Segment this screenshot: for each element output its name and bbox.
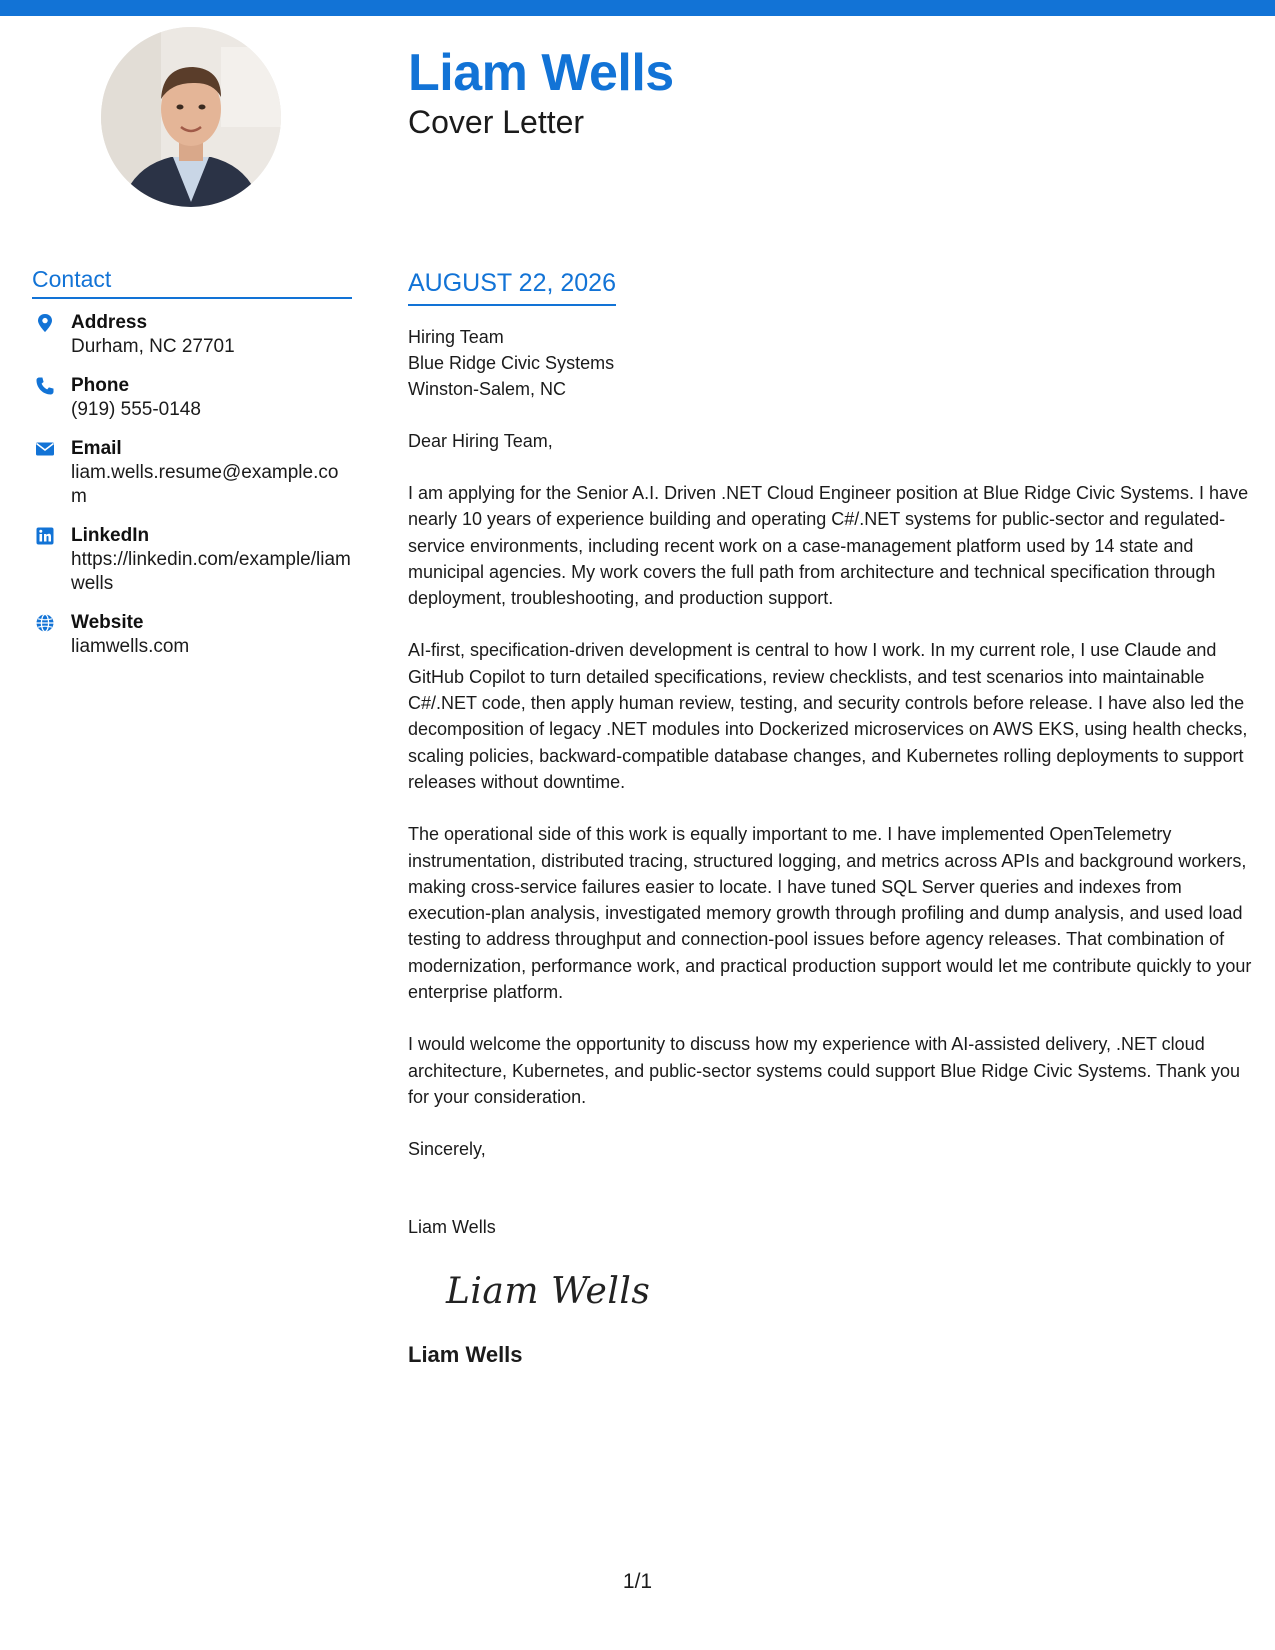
document-subtitle: Cover Letter (408, 104, 585, 140)
contact-item-address (32, 311, 352, 359)
profile-photo (101, 27, 281, 207)
closing: Sincerely, (408, 1139, 486, 1160)
contact-item-email (32, 437, 352, 509)
email-label: Email (71, 438, 122, 459)
recipient-block (408, 324, 1253, 402)
contact-item-phone (32, 374, 352, 422)
page-number: 1/1 (622, 1570, 653, 1593)
linkedin-label: LinkedIn (71, 525, 150, 546)
body-paragraph: I am applying for the Senior A.I. Driven .NET Cloud Engineer position at Blue Ridge Civic Systems. I have nearly 10 years of experience building and operating C#/.NET systems for public-sector and regulated-service environments, including recent work on a case-management platform used by 14 state and municipal agencies. My work covers the full path from architecture and technical specification through deployment, troubleshooting, and production support. (408, 483, 1249, 609)
email-value[interactable]: liam.wells.resume@example.com (71, 462, 339, 507)
globe-icon (35, 613, 55, 633)
contact-heading: Contact (32, 264, 352, 299)
recipient-line: Winston-Salem, NC (408, 379, 567, 399)
contact-sidebar (32, 264, 352, 674)
letter-body (408, 266, 1253, 1370)
linkedin-icon (35, 526, 55, 546)
handwritten-signature: Liam Wells (446, 1271, 651, 1313)
signatory-name: Liam Wells (408, 1342, 523, 1368)
letter-date: AUGUST 22, 2026 (408, 266, 616, 306)
applicant-name: Liam Wells (408, 44, 674, 102)
address-value: Durham, NC 27701 (71, 336, 235, 357)
salutation: Dear Hiring Team, (408, 431, 553, 451)
contact-item-linkedin (32, 524, 352, 596)
envelope-icon (35, 439, 55, 459)
recipient-line: Hiring Team (408, 327, 504, 347)
phone-value: (919) 555-0148 (71, 399, 201, 420)
phone-label: Phone (71, 375, 130, 396)
linkedin-value[interactable]: https://linkedin.com/example/liamwells (71, 549, 351, 594)
map-pin-icon (35, 313, 55, 333)
body-paragraph: I would welcome the opportunity to discuss how my experience with AI-assisted delivery, .NET cloud architecture, Kubernetes, and public-sector systems could support Blue Ridge Civic Systems. Thank you for your consideration. (408, 1034, 1241, 1107)
contact-item-website (32, 611, 352, 659)
body-paragraph: The operational side of this work is equally important to me. I have implemented OpenTelemetry instrumentation, distributed tracing, structured logging, and metrics across APIs and background workers, making cross-service failures easier to locate. I have tuned SQL Server queries and indexes from execution-plan analysis, investigated memory growth through profiling and dump analysis, and used load testing to address throughput and connection-pool issues before agency releases. That combination of modernization, performance work, and practical production support would let me contribute quickly to your enterprise platform. (408, 824, 1252, 1003)
portrait-image (101, 27, 281, 207)
recipient-line: Blue Ridge Civic Systems (408, 353, 615, 373)
typed-name: Liam Wells (408, 1217, 496, 1238)
top-accent-bar (0, 0, 1275, 16)
address-label: Address (71, 312, 148, 333)
website-value[interactable]: liamwells.com (71, 636, 190, 657)
website-label: Website (71, 612, 144, 633)
body-paragraph: AI-first, specification-driven development is central to how I work. In my current role, I use Claude and GitHub Copilot to turn detailed specifications, review checklists, and test scenarios into maintainable C#/.NET code, then apply human review, testing, and security controls before release. I have also led the decomposition of legacy .NET modules into Dockerized microservices on AWS EKS, using health checks, scaling policies, backward-compatible database changes, and Kubernetes rolling deployments to support releases without downtime. (408, 640, 1248, 792)
phone-icon (35, 376, 55, 396)
